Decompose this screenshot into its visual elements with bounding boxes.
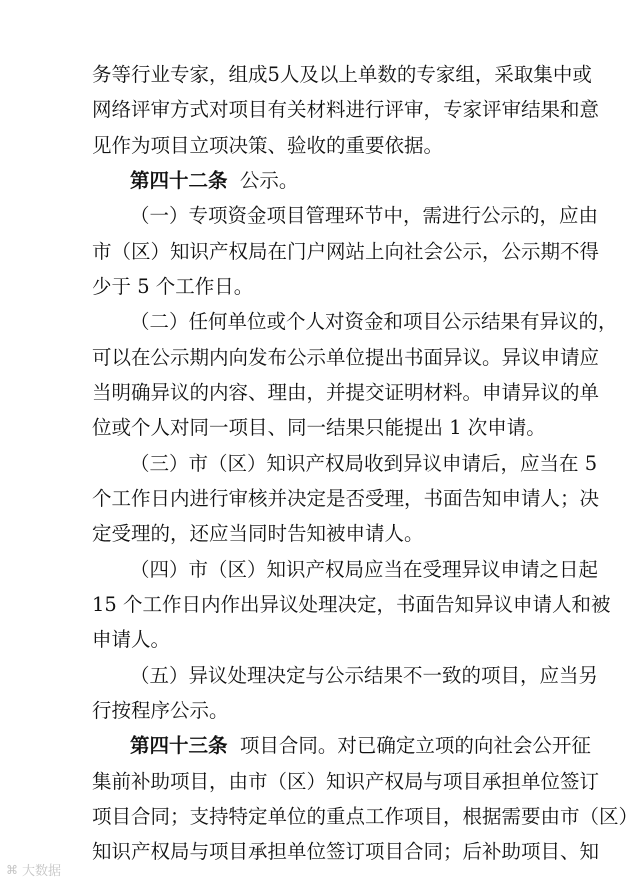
watermark-logo-icon: ⌘ [6,862,18,877]
text-line: 知识产权局与项目承担单位签订项目合同；后补助项目、知 [92,840,600,863]
text-line: 网络评审方式对项目有关材料进行评审，专家评审结果和意 [92,98,600,121]
article-43-heading [130,729,591,763]
article-title: 公示。 [239,169,299,192]
article-42-heading [130,164,552,198]
text-line: （二）任何单位或个人对资金和项目公示结果有异议的， [130,310,618,333]
text-line: 务等行业专家，组成5人及以上单数的专家组，采取集中或 [92,63,592,86]
text-line: （五）异议处理决定与公示结果不一致的项目，应当另 [130,664,599,687]
text-line: 市（区）知识产权局在门户网站上向社会公示，公示期不得 [92,240,600,263]
text-line: 可以在公示期内向发布公示单位提出书面异议。异议申请应 [92,346,600,369]
text-line: （三）市（区）知识产权局收到异议申请后，应当在 5 [130,452,598,475]
text-line: （一）专项资金项目管理环节中，需进行公示的，应由 [130,204,599,227]
text-line: 当明确异议的内容、理由，并提交证明材料。申请异议的单 [92,381,600,404]
text-line: 申请人。 [92,628,171,651]
article-title: 项目合同。对已确定立项的向社会公开征 [239,734,591,757]
text-line: 位或个人对同一项目、同一结果只能提出 1 次申请。 [92,416,546,439]
text-line: 集前补助项目，由市（区）知识产权局与项目承担单位签订 [92,770,600,793]
text-line: 15 个工作日内作出异议处理决定，书面告知异议申请人和被 [92,593,611,616]
watermark [6,860,61,879]
text-line: 见作为项目立项决策、验收的重要依据。 [92,134,444,157]
article-number: 第四十二条 [130,169,228,192]
text-line: 少于 5 个工作日。 [92,275,254,298]
watermark-text: 大数据 [22,864,62,879]
text-line: 个工作日内进行审核并决定是否受理，书面告知申请人；决 [92,487,600,510]
text-line: （四）市（区）知识产权局应当在受理异议申请之日起 [130,558,599,581]
text-line: 项目合同；支持特定单位的重点工作项目，根据需要由市（区） [92,805,638,828]
text-line: 定受理的，还应当同时告知被申请人。 [92,522,424,545]
article-number: 第四十三条 [130,734,228,757]
text-line: 行按程序公示。 [92,699,229,722]
